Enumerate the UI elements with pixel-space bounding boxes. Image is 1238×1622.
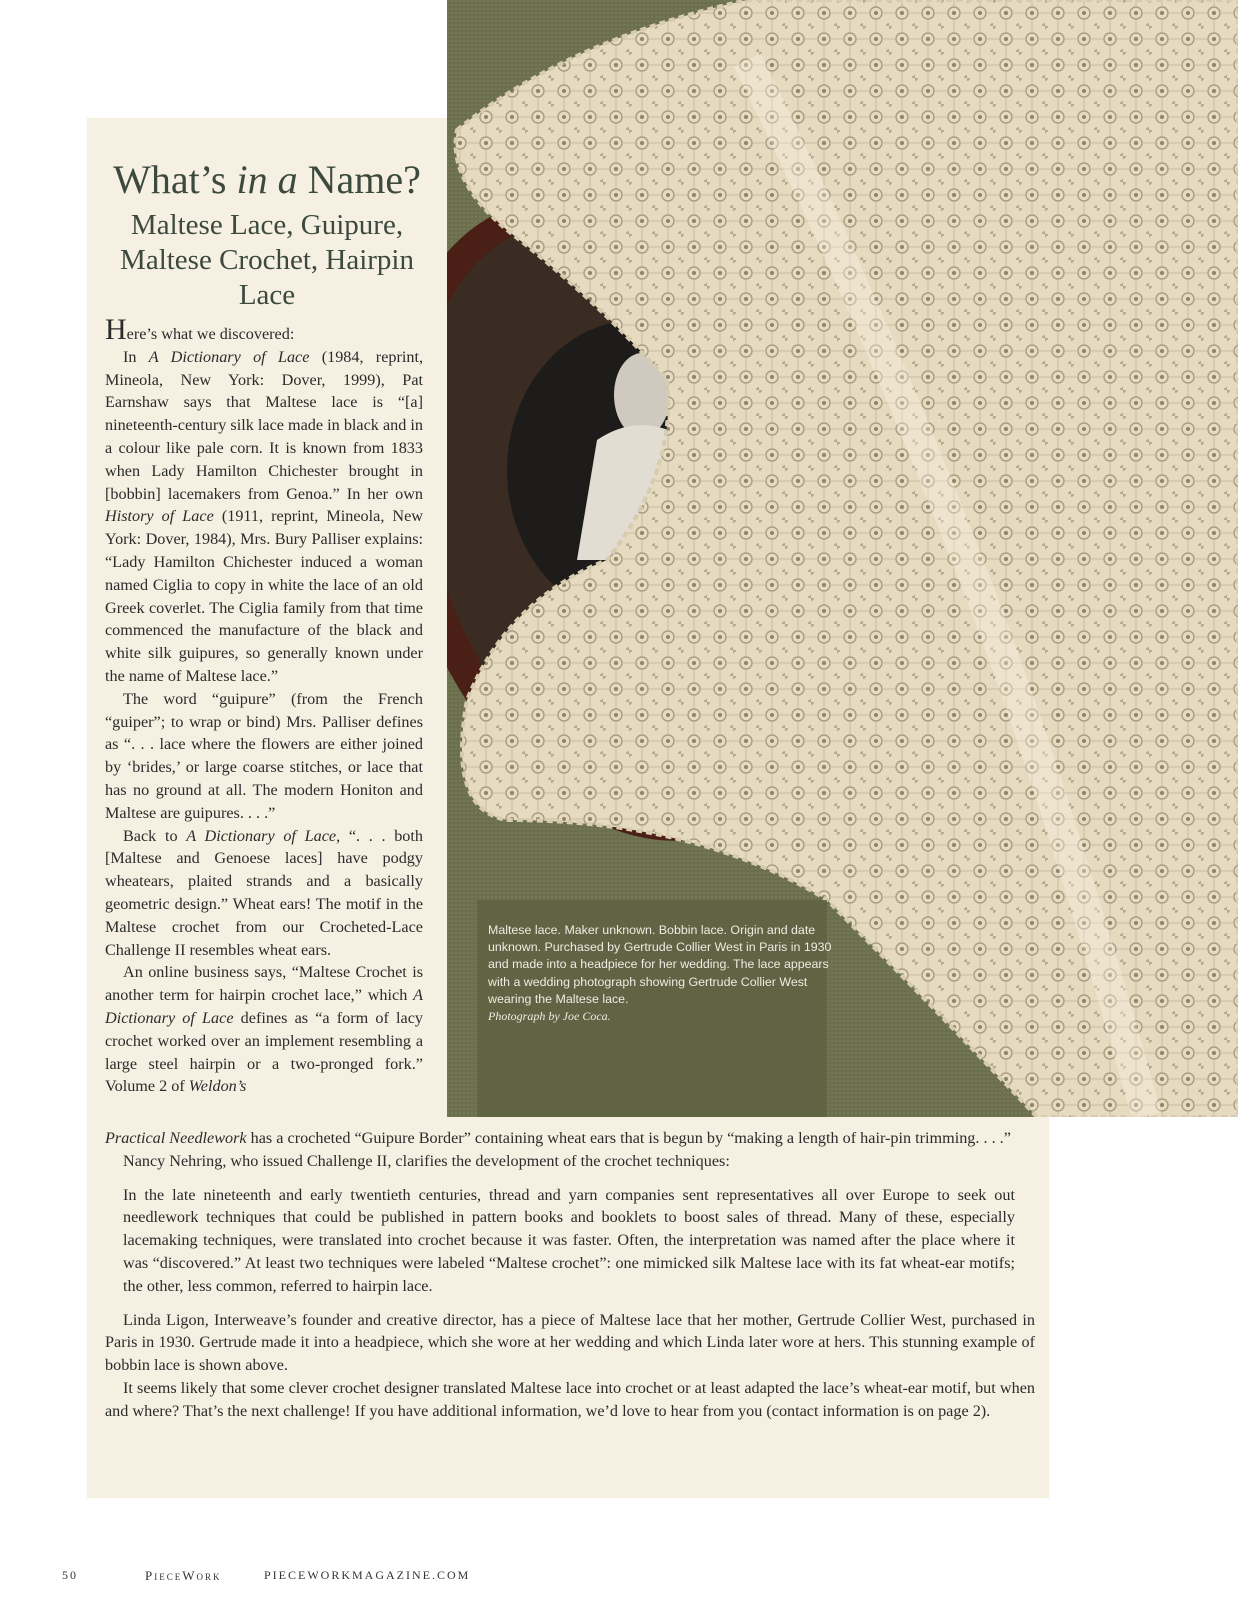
photo-credit: Photograph by Joe Coca.: [488, 1009, 611, 1024]
paragraph-6: Linda Ligon, Interweave’s founder and creative director, has a piece of Maltese lace that her mother, Gertrude Collier West, purchased in Paris in 1930. Gertrude made it into a headpiece, which she wore at her wedding and which Linda later wore at hers. This stunning example of bobbin lace is shown above.: [105, 1310, 1035, 1375]
paragraph-1: In A Dictionary of Lace (1984, reprint, Mineola, New York: Dover, 1999), Pat Earnshaw says that Maltese lace is “[a] nineteenth-century silk lace made in black and in a colour like pale corn. It is known from 1833 when Lady Hamilton Chichester brought in [bobbin] lacemakers from Genoa.” In her own History of Lace (1911, reprint, Mineola, New York: Dover, 1984), Mrs. Bury Palliser explains: “Lady Hamilton Chichester induced a woman named Ciglia to copy in white the lace of an old Greek coverlet. The Ciglia family from that time commenced the manufacture of the black and white silk guipures, so generally known under the name of Maltese lace.”: [105, 347, 423, 685]
paragraph-5: Nancy Nehring, who issued Challenge II, clarifies the development of the crochet techniques:: [123, 1151, 730, 1170]
paragraph-4-end: Practical Needlework has a crocheted “Guipure Border” containing wheat ears that is begun by “making a length of hair-pin trimming. . . .”: [105, 1129, 1011, 1147]
magazine-name: PieceWork: [145, 1568, 222, 1583]
website-url: PIECEWORKMAGAZINE.COM: [264, 1568, 471, 1582]
paragraph-3: Back to A Dictionary of Lace, “. . . both [Maltese and Genoese laces] have podgy wheatears, plaited strands and a basically geometric design.” Wheat ears! The motif in the Maltese crochet from our Crocheted-Lace Challenge II resembles wheat ears.: [105, 826, 423, 959]
paragraph-2: The word “guipure” (from the French “guiper”; to wrap or bind) Mrs. Palliser defines as “. . . lace where the flowers are either joined by ‘brides,’ or large coarse stitches, or lace that has no ground at all. The modern Honiton and Maltese are guipures. . . .”: [105, 689, 423, 822]
article-body-column: [105, 313, 423, 1098]
block-quote: In the late nineteenth and early twentieth centuries, thread and yarn companies sent representatives all over Europe to seek out needlework techniques that could be published in pattern books and booklets to boost sales of thread. Many of these, especially lacemaking techniques, were translated into crochet because it was faster. Often, the interpretation was named after the place where it was “discovered.” At least two techniques were labeled “Maltese crochet”: one mimicked silk Maltese lace with its fat wheat-ear motifs; the other, less common, referred to hairpin lace.: [123, 1185, 1015, 1295]
paragraph-7: It seems likely that some clever crochet designer translated Maltese lace into crochet or at least adapted the lace’s wheat-ear motif, but when and where? That’s the next challenge! If you have additional information, we’d love to hear from you (contact information is on page 2).: [105, 1378, 1035, 1420]
drop-cap: H: [105, 313, 127, 346]
article-body-wide: [105, 1127, 1035, 1423]
page-number: 50: [62, 1568, 78, 1582]
article-subtitle: Maltese Lace, Guipure, Maltese Crochet, Hairpin Lace: [120, 209, 414, 311]
article-title: What’s in a Name?: [113, 157, 421, 202]
paragraph-4-start: An online business says, “Maltese Crochet is another term for hairpin crochet lace,” which A Dictionary of Lace defines as “a form of lacy crochet worked over an implement resembling a large steel hairpin or a two-pronged fork.” Volume 2 of Weldon’s: [105, 963, 423, 1096]
caption-text: Maltese lace. Maker unknown. Bobbin lace. Origin and date unknown. Purchased by Gertrude Collier West in Paris in 1930 and made into a headpiece for her wedding. The lace appears with a wedding photograph showing Gertrude Collier West wearing the Maltese lace.: [488, 923, 832, 1006]
intro-paragraph: Here’s what we discovered:: [105, 313, 295, 346]
photo-caption: [488, 922, 833, 1025]
